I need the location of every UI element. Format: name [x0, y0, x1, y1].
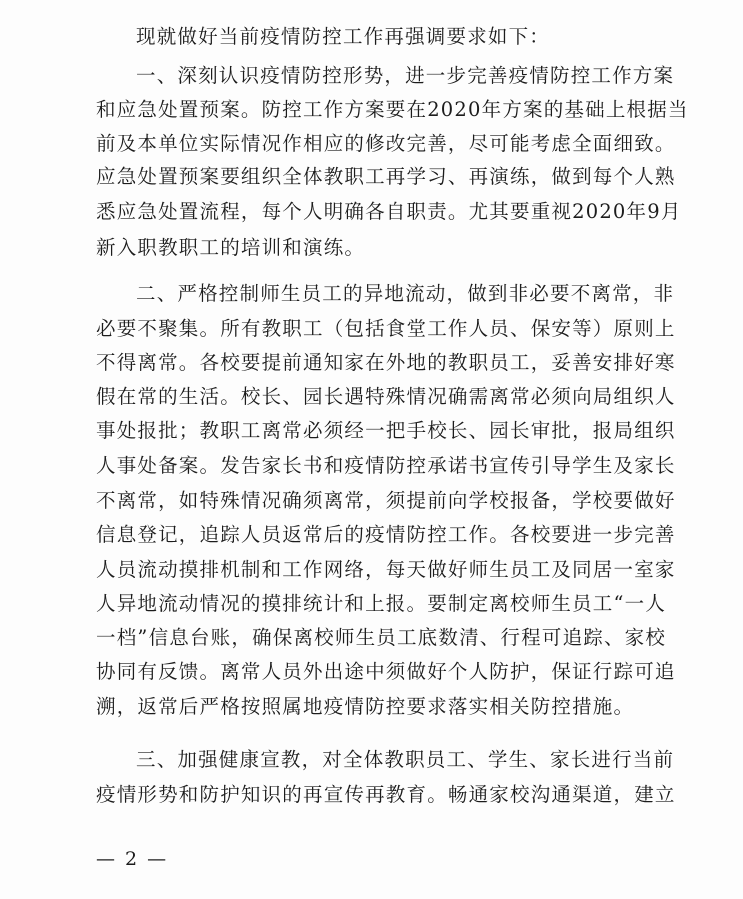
paragraph-line: 一档”信息台账，确保离校师生员工底数清、行程可追踪、家校	[96, 626, 667, 649]
paragraph-line: 不得离常。各校要提前通知家在外地的教职员工，妥善安排好寒	[96, 351, 676, 374]
paragraph-line: 必要不聚集。所有教职工（包括食堂工作人员、保安等）原则上	[96, 317, 676, 340]
paragraph-line: 三、加强健康宣教，对全体教职员工、学生、家长进行当前	[136, 748, 675, 771]
paragraph-line: 疫情形势和防护知识的再宣传再教育。畅通家校沟通渠道，建立	[96, 783, 676, 806]
paragraph-line: 溯，返常后严格按照属地疫情防控要求落实相关防控措施。	[96, 695, 635, 718]
page-number: — 2 —	[96, 848, 169, 870]
paragraph-line: 和应急处置预案。防控工作方案要在2020年方案的基础上根据当	[96, 98, 689, 121]
paragraph-line: 假在常的生活。校长、园长遇特殊情况确需离常必须向局组织人	[96, 385, 676, 408]
paragraph-line: 前及本单位实际情况作相应的修改完善，尽可能考虑全面细致。	[96, 132, 676, 155]
paragraph-line: 不离常，如特殊情况确须离常，须提前向学校报备，学校要做好	[96, 489, 676, 512]
paragraph-line: 应急处置预案要组织全体教职工再学习、再演练，做到每个人熟	[96, 165, 676, 188]
paragraph-line: 信息登记，追踪人员返常后的疫情防控工作。各校要进一步完善	[96, 523, 676, 546]
paragraph-line: 人异地流动情况的摸排统计和上报。要制定离校师生员工“一人	[96, 592, 667, 615]
paragraph-line: 新入职教职工的培训和演练。	[96, 236, 366, 259]
paragraph-line: 一、深刻认识疫情防控形势，进一步完善疫情防控工作方案	[136, 64, 675, 87]
paragraph-line: 人事处备案。发告家长书和疫情防控承诺书宣传引导学生及家长	[96, 454, 676, 477]
paragraph-line: 事处报批；教职工离常必须经一把手校长、园长审批，报局组织	[96, 419, 676, 442]
paragraph-line: 二、严格控制师生员工的异地流动，做到非必要不离常，非	[136, 282, 675, 305]
paragraph-line: 现就做好当前疫情防控工作再强调要求如下：	[136, 25, 551, 48]
paragraph-line: 协同有反馈。离常人员外出途中须做好个人防护，保证行踪可追	[96, 660, 676, 683]
paragraph-line: 悉应急处置流程，每个人明确各自职责。尤其要重视2020年9月	[96, 200, 682, 223]
paragraph-line: 人员流动摸排机制和工作网络，每天做好师生员工及同居一室家	[96, 558, 676, 581]
